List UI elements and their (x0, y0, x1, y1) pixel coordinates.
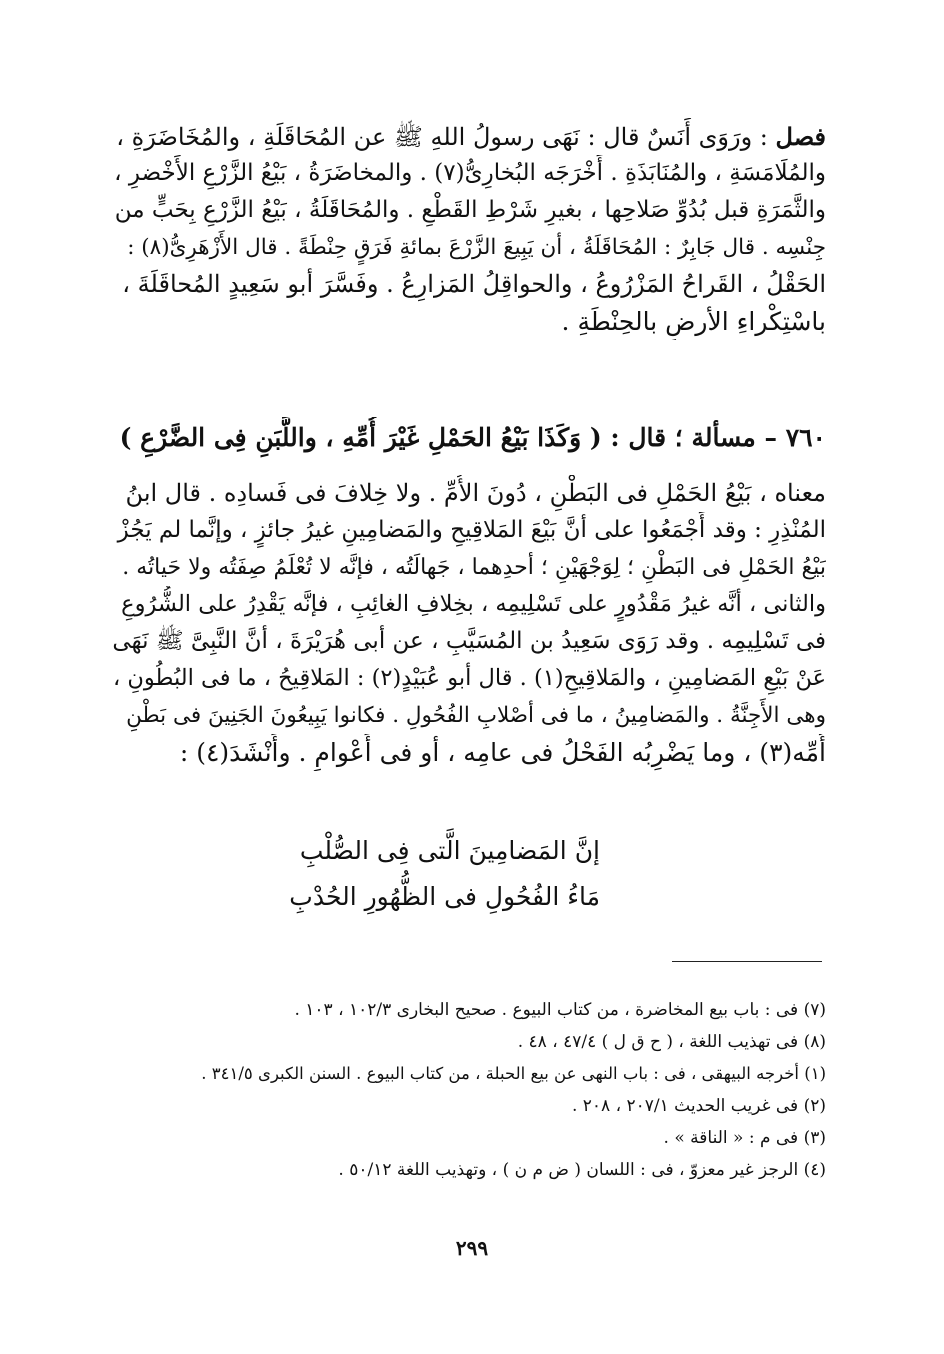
body-line-8: أُمِّه(٣) ، وما يَضْرِبُه الفَحْلُ فى عامِه ، أو فى أَعْوامٍ . وأَنْشَدَ(٤) : (179, 738, 826, 767)
footnote-7: (٧) فى : باب بيع المخاضرة ، من كتاب البيوع . صحيح البخارى ١٠٢/٣ ، ١٠٣ . (294, 1000, 826, 1020)
footnote-4: (٤) الرجز غير معزوّ ، فى : اللسان ( ض م ن ) ، وتهذيب اللغة ٥٠/١٢ . (338, 1160, 826, 1180)
fasl-line-4: جِنْسِه . قال جَابِرٌ : المُحَاقَلَةُ ، أن يَبِيعَ الزَّرْعَ بمائةِ فَرَقٍ حِنْطَةً . قال الأَزْهَرِىُّ(٨) : (127, 235, 826, 260)
page-number: ٢٩٩ (455, 1236, 489, 1260)
body-line-2: المُنْذِرِ : وقد أَجْمَعُوا على أنَّ بَيْعَ المَلاقِيحِ والمَضامِينِ غيرُ جائزٍ ، وإنَّما لم يَجُزْ (117, 517, 826, 543)
masala-body (112, 475, 826, 771)
footnote-2: (٢) فى غريب الحديث ٢٠٧/١ ، ٢٠٨ . (571, 1096, 826, 1116)
masala-heading (112, 417, 826, 459)
fasl-line-1-text: : ورَوَى أَنَسٌ قال : نَهَى رسولُ اللهِ ﷺ عن المُحَاقَلَةِ ، والمُخَاضَرَةِ ، (116, 123, 768, 151)
footnotes (200, 994, 826, 1186)
fasl-line-3: والثَّمَرَةِ قبل بُدُوِّ صَلاحِها ، بغيرِ شَرْطِ القَطْعِ . والمُحَاقَلَةُ ، بَيْعُ الزَّرْعِ بِحَبٍّ من (114, 197, 826, 223)
fasl-label: فصل (775, 122, 826, 151)
body-line-4: والثانى ، أنَّه غيرُ مَقْدُورٍ على تَسْلِيمِه ، بخِلافِ الغائِبِ ، فإنَّه يَقْدِرُ على الشُّرُوعِ (121, 591, 826, 617)
body-line-5: فى تَسْلِيمِه . وقد رَوَى سَعِيدُ بن المُسَيَّبِ ، عن أبى هُرَيْرَةَ ، أنَّ النَّبِىَّ ﷺ نَهَى (112, 628, 826, 654)
fasl-line-5: الحَقْلُ ، القَراحُ المَزْرُوعُ ، والحواقِلُ المَزارِعُ . وفَسَّرَ أبو سَعِيدٍ المُحاقَلَةَ ، (122, 270, 826, 298)
masala-number: ٧٦٠ (785, 423, 826, 452)
body-line-6: عَنْ بَيْعِ المَضامِينِ ، والمَلاقِيحِ(١) . قال أبو عُبَيْدٍ(٢) : المَلاقِيحُ ، ما فى البُطُونِ ، (112, 665, 826, 691)
footnote-divider (672, 961, 822, 962)
poem-verse-2: مَاءُ الفُحُولِ فى الظُّهُورِ الحُدْبِ (289, 882, 600, 911)
fasl-line-2: والمُلَامَسَةِ ، والمُنَابَذَةِ . أَخْرَجَه البُخارِىُّ(٧) . والمخاضَرَةُ ، بَيْعُ الزَّرْعِ الأَخْضرِ ، (114, 160, 826, 186)
footnote-1: (١) أخرجه البيهقى ، فى : باب النهى عن بيع الحبلة ، من كتاب البيوع . السنن الكبرى ٣٤١/٥ . (201, 1064, 826, 1083)
fasl-section (112, 118, 826, 340)
body-line-1: معناه ، بَيْعُ الحَمْلِ فى البَطْنِ ، دُونَ الأُمِّ . ولا خِلافَ فى فَسادِه . قال ابنُ (125, 479, 826, 507)
poem-verse-1: إنَّ المَضامِينَ الَّتى فِى الصُّلْبِ (299, 836, 600, 865)
body-line-7: وهى الأَجِنَّةُ . والمَضامِينُ ، ما فى أصْلابِ الفُحُولِ . فكانوا يَبِيعُونَ الجَنِينَ فى بَطْنِ (126, 703, 826, 728)
footnote-3: (٣) فى م : « الناقة » . (663, 1128, 826, 1148)
poem-verses (250, 828, 600, 920)
masala-text: – مسألة ؛ قال : ( وَكَذَا بَيْعُ الحَمْلِ غَيْرَ أُمِّهِ ، واللَّبَنِ فِى الضَّرْعِ ) (119, 423, 777, 452)
fasl-line-6: باسْتِكْراءِ الأرضِ بالحِنْطَةِ . (561, 307, 826, 336)
fasl-line-1 (112, 118, 826, 155)
masala-heading-line (112, 417, 826, 459)
body-line-3: بَيْعُ الحَمْلِ فى البَطْنِ ؛ لِوَجْهَيْنِ ؛ أحدِهما ، جَهالَتُه ، فإنَّه لا تُعْلَمُ صِفَتُه ولا حَياتُه . (122, 555, 826, 580)
footnote-8: (٨) فى تهذيب اللغة ، ( ح ق ل ) ٤٧/٤ ، ٤٨ . (517, 1032, 826, 1052)
